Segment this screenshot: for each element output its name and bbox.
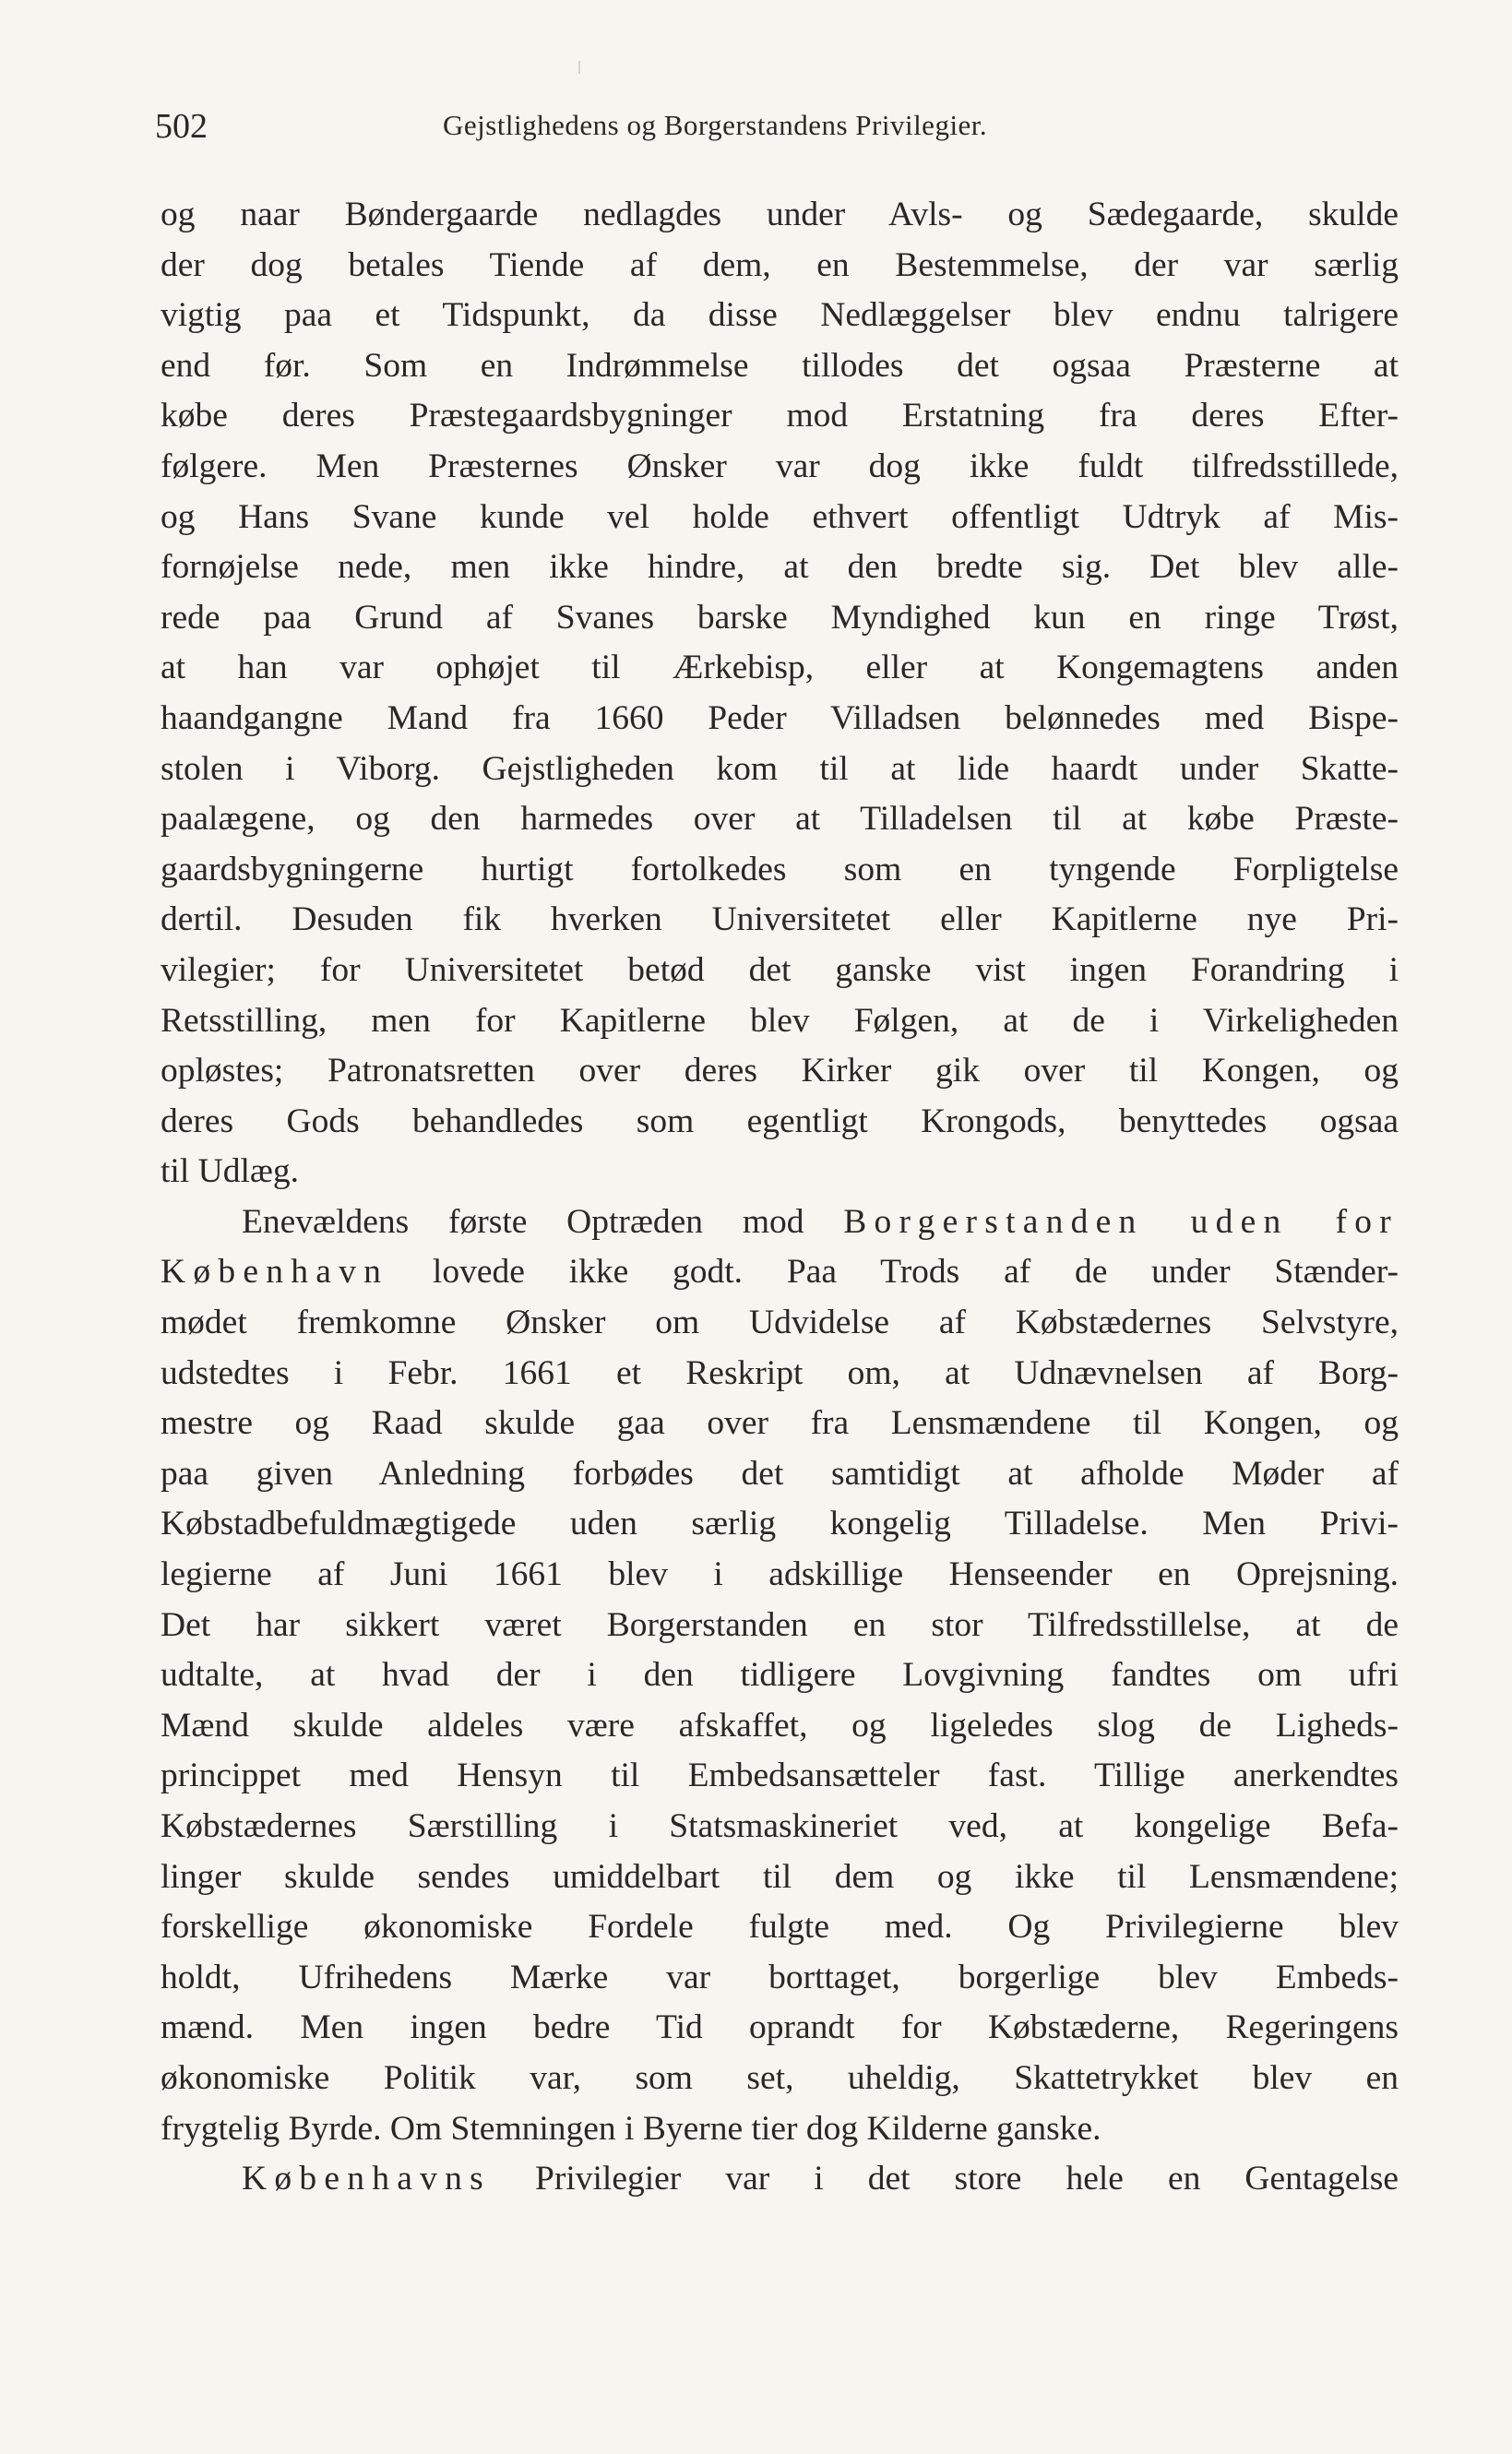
text-line: vigtig paa et Tidspunkt, da disse Nedlæggelser blev endnu talrigere <box>161 296 1399 335</box>
text-line: vilegier; for Universitetet betød det ganske vist ingen Forandring i <box>161 950 1399 989</box>
text-line: købe deres Præstegaardsbygninger mod Erstatning fra deres Efter- <box>161 397 1399 435</box>
body-text <box>161 190 1399 2205</box>
text-line: at han var ophøjet til Ærkebisp, eller at Kongemagtens anden <box>161 649 1399 687</box>
running-title: Gejstlighedens og Borgerstandens Privilegier. <box>443 109 988 141</box>
page-number: 502 <box>155 107 208 146</box>
text-line: haandgangne Mand fra 1660 Peder Villadsen belønnedes med Bispe- <box>161 698 1399 737</box>
text-line: deres Gods behandledes som egentligt Krongods, benyttedes ogsaa <box>161 1102 1399 1140</box>
text-line: og Hans Svane kunde vel holde ethvert offentligt Udtryk af Mis- <box>161 497 1399 536</box>
text-line: Købstadbefuldmægtigede uden særlig kongelig Tilladelse. Men Privi- <box>161 1505 1399 1543</box>
text-line: dertil. Desuden fik hverken Universitetet eller Kapitlerne nye Pri- <box>161 900 1399 939</box>
text-line: gaardsbygningerne hurtigt fortolkedes som en tyngende Forpligtelse <box>161 850 1399 888</box>
text-line: udstedtes i Febr. 1661 et Reskript om, at Udnævnelsen af Borg- <box>161 1353 1399 1392</box>
paragraph-start-line <box>161 1197 1399 1248</box>
text-line: princippet med Hensyn til Embedsansætteler fast. Tillige anerkendtes <box>161 1757 1399 1795</box>
line-text: Enevældens første Optræden mod <box>242 1202 844 1241</box>
text-line: Det har sikkert været Borgerstanden en stor Tilfredsstillelse, at de <box>161 1605 1399 1644</box>
text-line: mænd. Men ingen bedre Tid oprandt for Købstæderne, Regeringens <box>161 2008 1399 2047</box>
paragraph-end-line: til Udlæg. <box>161 1152 300 1191</box>
text-line: holdt, Ufrihedens Mærke var borttaget, borgerlige blev Embeds- <box>161 1958 1399 1996</box>
spaced-emphasis: Københavns <box>242 2160 491 2198</box>
text-line: paa given Anledning forbødes det samtidigt at afholde Møder af <box>161 1454 1399 1493</box>
text-line <box>161 1247 1399 1298</box>
text-line: fornøjelse nede, men ikke hindre, at den bredte sig. Det blev alle- <box>161 548 1399 587</box>
paragraph-start-line <box>161 2154 1399 2205</box>
text-line: og naar Bøndergaarde nedlagdes under Avls- og Sædegaarde, skulde <box>161 196 1399 233</box>
text-line: Købstædernes Særstilling i Statsmaskineriet ved, at kongelige Befa- <box>161 1807 1399 1845</box>
text-line: udtalte, at hvad der i den tidligere Lovgivning fandtes om ufri <box>161 1656 1399 1695</box>
line-text: lovede ikke godt. Paa Trods af de under Stænder- <box>388 1253 1399 1292</box>
text-line: der dog betales Tiende af dem, en Bestemmelse, der var særlig <box>161 245 1399 284</box>
text-line: legierne af Juni 1661 blev i adskillige Henseender en Oprejsning. <box>161 1555 1399 1594</box>
spaced-emphasis: København <box>161 1253 389 1292</box>
text-line: paalægene, og den harmedes over at Tilladelsen til at købe Præste- <box>161 800 1399 839</box>
text-line: stolen i Viborg. Gejstligheden kom til at lide haardt under Skatte- <box>161 749 1399 788</box>
text-line: forskellige økonomiske Fordele fulgte med. Og Privilegierne blev <box>161 1908 1399 1947</box>
text-line: mestre og Raad skulde gaa over fra Lensmændene til Kongen, og <box>161 1404 1399 1443</box>
text-line: opløstes; Patronatsretten over deres Kirker gik over til Kongen, og <box>161 1052 1399 1090</box>
page-header <box>155 103 1400 159</box>
text-line: følgere. Men Præsternes Ønsker var dog ikke fuldt tilfredsstillede, <box>161 447 1399 485</box>
line-text: Privilegier var i det store hele en Gentagelse <box>490 2160 1399 2198</box>
text-line: mødet fremkomne Ønsker om Udvidelse af Købstædernes Selvstyre, <box>161 1304 1399 1342</box>
text-line: linger skulde sendes umiddelbart til dem og ikke til Lensmændene; <box>161 1857 1399 1896</box>
text-line: økonomiske Politik var, som set, uheldig, Skattetrykket blev en <box>161 2058 1399 2097</box>
text-line: Retsstilling, men for Kapitlerne blev Følgen, at de i Virkeligheden <box>161 1001 1399 1040</box>
scan-mark <box>578 61 580 74</box>
paragraph-end-line: frygtelig Byrde. Om Stemningen i Byerne tier dog Kilderne ganske. <box>161 2109 1101 2148</box>
spaced-emphasis: Borgerstanden uden for <box>843 1202 1399 1241</box>
text-line: rede paa Grund af Svanes barske Myndighed kun en ringe Trøst, <box>161 598 1399 637</box>
text-line: Mænd skulde aldeles være afskaffet, og ligeledes slog de Ligheds- <box>161 1706 1399 1745</box>
text-line: end før. Som en Indrømmelse tillodes det ogsaa Præsterne at <box>161 346 1399 385</box>
